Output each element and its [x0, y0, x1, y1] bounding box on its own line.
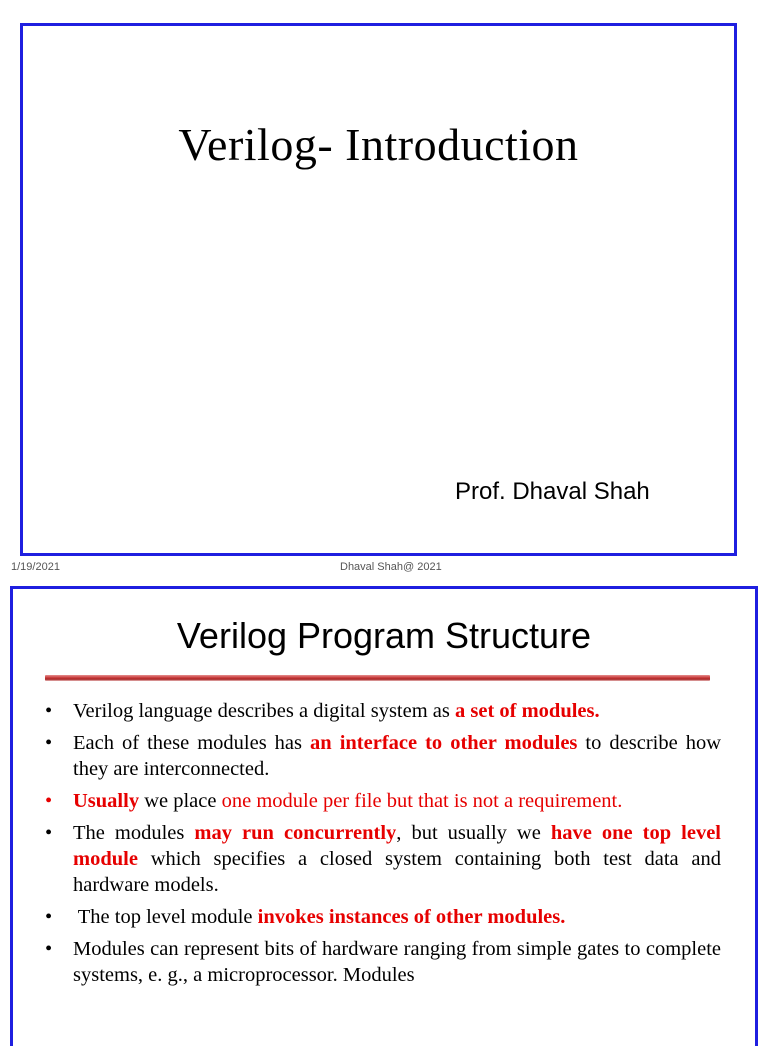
bullet-text: to describe how they are interconnected. — [73, 732, 722, 780]
highlighted-text: an interface to other modules — [310, 732, 578, 754]
list-item — [43, 730, 721, 782]
slide-title: Verilog Program Structure — [176, 615, 592, 656]
bullet-text: Verilog language describes a digital system as — [73, 700, 455, 722]
highlighted-text: a set of modules. — [455, 700, 600, 722]
bullet-text: The modules — [73, 822, 195, 844]
bullet-text: Modules can represent bits of hardware ranging from simple gates to complete systems, e. g., a microprocessor. Modules — [73, 938, 721, 986]
list-item — [43, 820, 721, 898]
red-text: one module per file but that is not a requirement. — [221, 790, 623, 812]
bullet-icon: • — [45, 822, 53, 844]
highlighted-text: Usually — [73, 790, 140, 812]
list-item — [43, 936, 721, 988]
highlighted-text: may run concurrently — [194, 822, 397, 844]
slide-title: Verilog- Introduction — [178, 119, 579, 170]
title-slide — [20, 23, 737, 556]
bullet-icon: • — [45, 700, 53, 722]
content-slide — [10, 586, 758, 1046]
highlighted-text: have one top level module — [73, 822, 722, 870]
bullet-text: The top level module — [73, 906, 258, 928]
bullet-icon: • — [45, 906, 53, 928]
bullet-list — [43, 698, 721, 994]
author-name: Prof. Dhaval Shah — [455, 478, 650, 505]
highlighted-text: invokes instances of other modules. — [257, 906, 566, 928]
list-item — [43, 904, 721, 930]
bullet-icon: • — [45, 938, 53, 960]
list-item — [43, 788, 721, 814]
bullet-text: we place — [139, 790, 222, 812]
bullet-text: which specifies a closed system containing both test data and hardware models. — [73, 848, 721, 896]
title-divider — [45, 675, 710, 681]
bullet-text: Each of these modules has — [73, 732, 311, 754]
bullet-icon: • — [45, 790, 53, 812]
footer-date: 1/19/2021 — [11, 561, 60, 573]
list-item — [43, 698, 721, 724]
footer-credit: Dhaval Shah@ 2021 — [340, 561, 442, 573]
bullet-text: , but usually we — [396, 822, 551, 844]
bullet-icon: • — [45, 732, 53, 754]
